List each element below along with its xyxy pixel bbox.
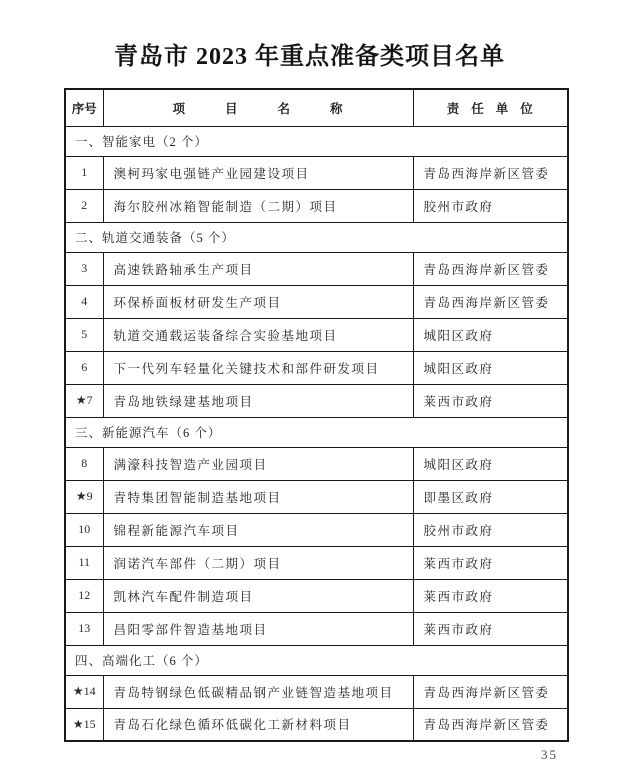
column-header-project-name: 项目名称 [103,89,413,126]
row-index: 1 [65,156,103,189]
responsible-unit: 城阳区政府 [413,351,568,384]
responsible-unit: 莱西市政府 [413,546,568,579]
page-title: 青岛市 2023 年重点准备类项目名单 [114,44,505,70]
responsible-unit: 青岛西海岸新区管委 [413,675,568,708]
column-header-index: 序号 [65,89,103,126]
project-name: 下一代列车轻量化关键技术和部件研发项目 [103,351,413,384]
row-index: 8 [65,447,103,480]
row-index: 6 [65,351,103,384]
table-row [65,351,568,384]
project-name: 锦程新能源汽车项目 [103,513,413,546]
project-name: 青岛地铁绿建基地项目 [103,384,413,417]
row-index: ★15 [65,708,103,741]
table-row [65,546,568,579]
project-name: 昌阳零部件智造基地项目 [103,612,413,645]
project-name: 凯林汽车配件制造项目 [103,579,413,612]
project-name: 青岛石化绿色循环低碳化工新材料项目 [103,708,413,741]
table-row [65,156,568,189]
project-name: 高速铁路轴承生产项目 [103,252,413,285]
row-index: ★7 [65,384,103,417]
table-row [65,708,568,741]
row-index: 2 [65,189,103,222]
row-index: 13 [65,612,103,645]
row-index: 10 [65,513,103,546]
table-header-row [65,89,568,126]
page-number: 35 [541,747,558,762]
table-row [65,285,568,318]
table-row [65,513,568,546]
section-title: 一、智能家电（2 个） [65,126,568,156]
table-row [65,384,568,417]
project-name: 轨道交通载运装备综合实验基地项目 [103,318,413,351]
responsible-unit: 胶州市政府 [413,513,568,546]
row-index: 12 [65,579,103,612]
responsible-unit: 青岛西海岸新区管委 [413,252,568,285]
section-title: 二、轨道交通装备（5 个） [65,222,568,252]
row-index: 4 [65,285,103,318]
responsible-unit: 胶州市政府 [413,189,568,222]
table-row [65,579,568,612]
column-header-responsible-unit: 责任单位 [413,89,568,126]
row-index: 11 [65,546,103,579]
section-row [65,417,568,447]
table-row [65,612,568,645]
table-row [65,447,568,480]
responsible-unit: 青岛西海岸新区管委 [413,156,568,189]
row-index: ★14 [65,675,103,708]
responsible-unit: 青岛西海岸新区管委 [413,708,568,741]
table-row [65,252,568,285]
row-index: 5 [65,318,103,351]
section-row [65,645,568,675]
section-row [65,222,568,252]
table-row [65,318,568,351]
table-row [65,675,568,708]
section-title: 三、新能源汽车（6 个） [65,417,568,447]
project-name: 海尔胶州冰箱智能制造（二期）项目 [103,189,413,222]
project-name: 青特集团智能制造基地项目 [103,480,413,513]
project-name: 环保桥面板材研发生产项目 [103,285,413,318]
row-index: 3 [65,252,103,285]
responsible-unit: 即墨区政府 [413,480,568,513]
table-row [65,480,568,513]
table-body [65,126,568,741]
projects-table [64,88,569,742]
row-index: ★9 [65,480,103,513]
project-name: 青岛特钢绿色低碳精品钢产业链智造基地项目 [103,675,413,708]
responsible-unit: 莱西市政府 [413,612,568,645]
responsible-unit: 青岛西海岸新区管委 [413,285,568,318]
section-title: 四、高端化工（6 个） [65,645,568,675]
project-name: 润诺汽车部件（二期）项目 [103,546,413,579]
responsible-unit: 莱西市政府 [413,384,568,417]
responsible-unit: 城阳区政府 [413,447,568,480]
project-name: 满濠科技智造产业园项目 [103,447,413,480]
section-row [65,126,568,156]
responsible-unit: 莱西市政府 [413,579,568,612]
responsible-unit: 城阳区政府 [413,318,568,351]
table-row [65,189,568,222]
project-name: 澳柯玛家电强链产业园建设项目 [103,156,413,189]
